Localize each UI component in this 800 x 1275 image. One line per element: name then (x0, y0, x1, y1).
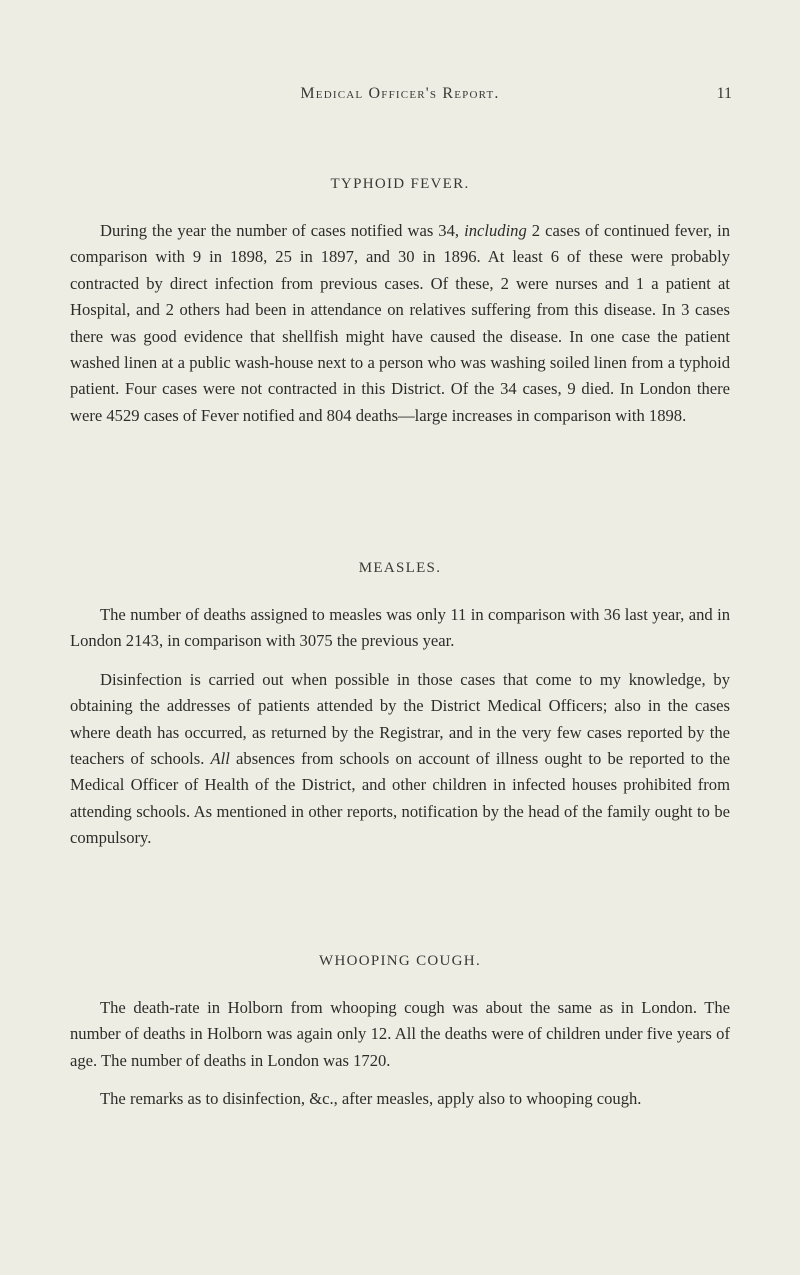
typhoid-fever-section (70, 176, 730, 429)
measles-paragraph-1: The number of deaths assigned to measles was only 11 in comparison with 36 last year, and in London 2143, in comparison with 3075 the previous year. (70, 605, 730, 651)
typhoid-italic-word: including (464, 221, 527, 240)
whooping-paragraph-2: The remarks as to disinfection, &c., after measles, apply also to whooping cough. (100, 1089, 642, 1109)
whooping-cough-section (70, 953, 730, 1113)
measles-paragraph-2 (70, 667, 730, 852)
running-header (0, 85, 800, 109)
measles-p2-text-b: absences from schools on account of illness ought to be reported to the Medical Officer of Health of the District, and other children in infected houses prohibited from attending schools. As mentioned in other reports, notification by the head of the family ought to be compulsory. (70, 749, 730, 848)
typhoid-fever-heading: TYPHOID FEVER. (330, 176, 470, 192)
whooping-cough-heading: WHOOPING COUGH. (319, 953, 481, 969)
page-number: 11 (716, 85, 732, 102)
whooping-paragraph-1: The death-rate in Holborn from whooping cough was about the same as in London. The number of deaths in Holborn was again only 12. All the deaths were of children under five years of age. The number of deaths in London was 1720. (70, 998, 730, 1070)
typhoid-text-b: 2 cases of continued fever, in comparison with 9 in 1898, 25 in 1897, and 30 in 1896. At least 6 of these were probably contracted by direct infection from previous cases. Of these, 2 were nurses and 1 a patient at Hospital, and 2 others had been in attendance on relatives suffering from this disease. In 3 cases there was good evidence that shellfish might have caused the disease. In one case the patient washed linen at a public wash-house next to a person who was washing soiled linen from a typhoid patient. Four cases were not contracted in this District. Of the 34 cases, 9 died. In London there were 4529 cases of Fever notified and 804 deaths—large increases in comparison with 1898. (70, 221, 730, 425)
running-title: Medical Officer's Report. (300, 85, 500, 102)
measles-heading: MEASLES. (358, 560, 442, 576)
typhoid-text-a: During the year the number of cases notified was 34, (100, 221, 465, 240)
measles-p2-text-a: Disinfection is carried out when possible in those cases that come to my knowledge, by obtaining the addresses of patients attended by the District Medical Officers; also in the cases where death has occurred, as returned by the Registrar, and in the very few cases reported by the teachers of schools. (70, 669, 730, 769)
measles-section (70, 560, 730, 852)
measles-italic-word: All (210, 749, 230, 769)
typhoid-paragraph (70, 218, 730, 429)
